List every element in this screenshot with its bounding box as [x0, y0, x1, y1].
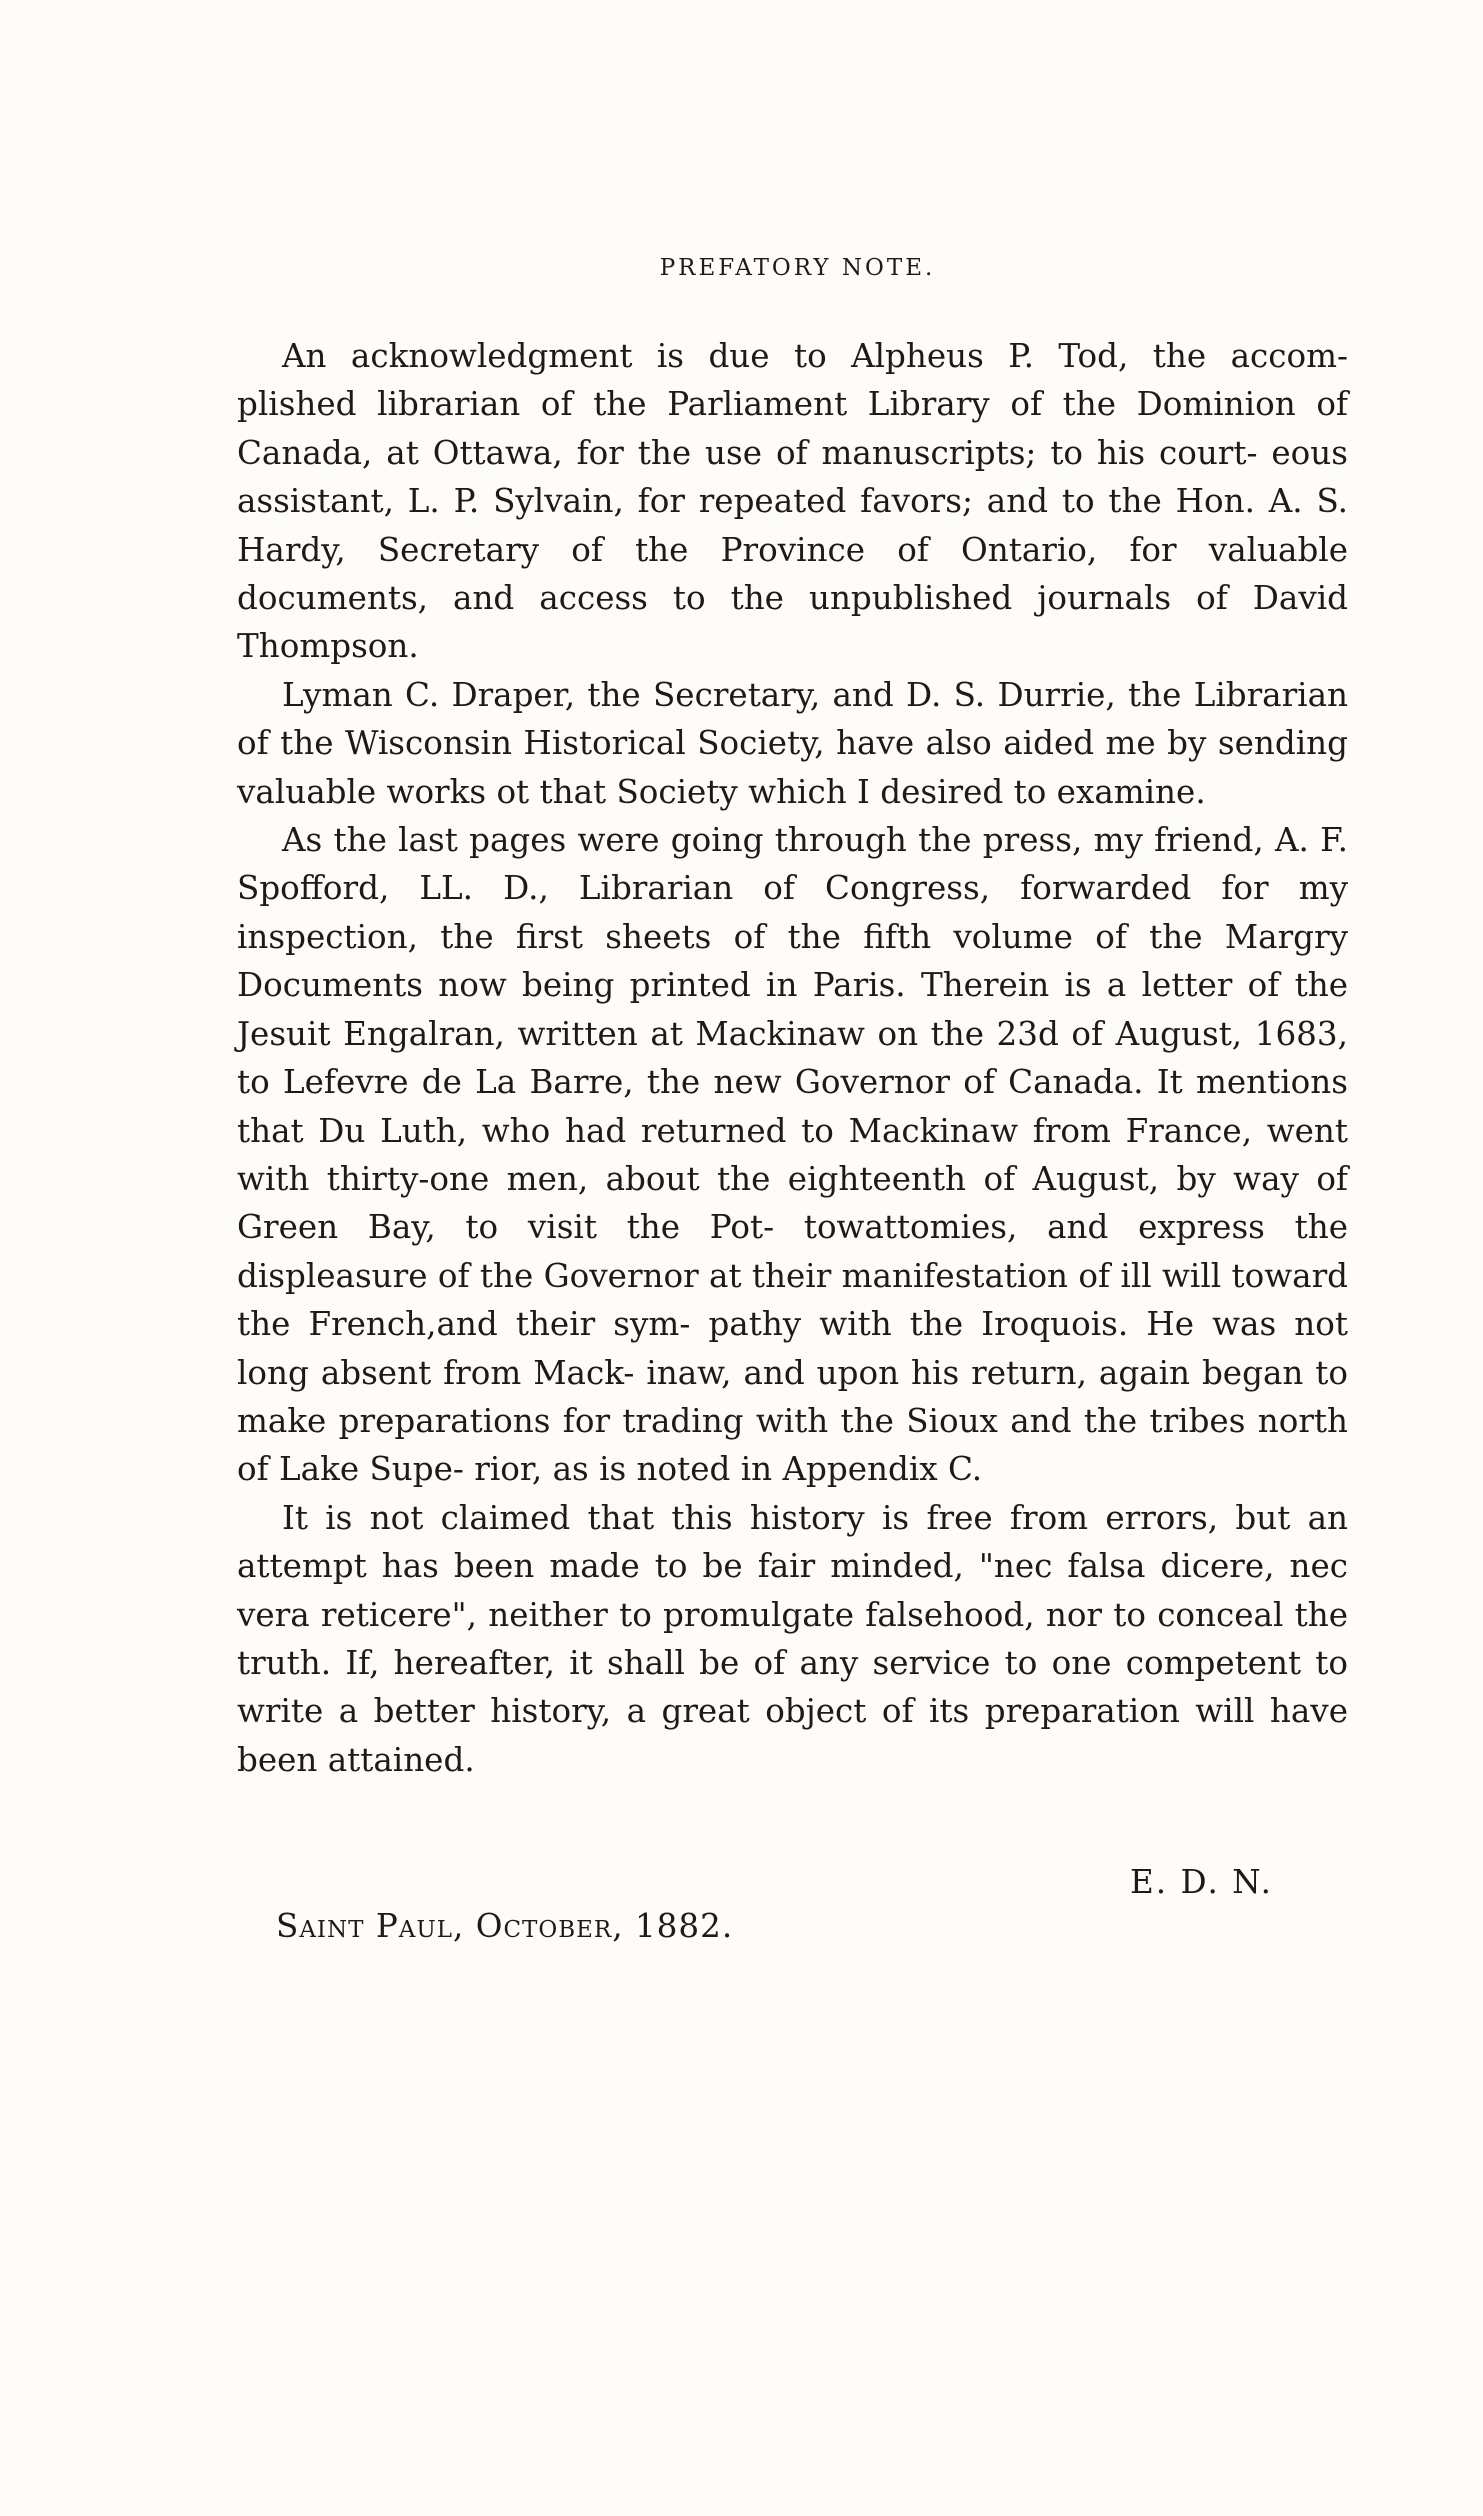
paragraph-draper: Lyman C. Draper, the Secretary, and D. S. Durrie, the Librarian of the Wisconsin Historical Society, have also aided me by sending valuable works ot that Society which I desired to examine. — [237, 675, 1348, 811]
author-initials: E. D. N. — [1130, 1863, 1273, 1901]
paragraph-disclaimer: It is not claimed that this history is free from errors, but an attempt has been made to be fair minded, "nec falsa dicere, nec vera reticere", neither to promulgate falsehood, nor to conceal the truth. If, hereafter, it shall be of any service to one competent to write a better history, a great object of its preparation will have been attained. — [237, 1498, 1348, 1779]
paragraph-acknowledgment: An acknowledgment is due to Alpheus P. Tod, the accom- plished librarian of the Parliament Library of the Dominion of Canada, at Ottawa, for the use of manuscripts; to his court- eous assistant, L. P. Sylvain, for repeated favors; and to the Hon. A. S. Hardy, Secretary of the Province of Ontario, for valuable documents, and access to the unpublished journals of David Thompson. — [237, 337, 1348, 666]
page-heading: PREFATORY NOTE. — [659, 255, 936, 281]
place-and-date: Saint Paul, October, 1882. — [276, 1907, 734, 1945]
paragraph-spofford: As the last pages were going through the press, my friend, A. F. Spofford, LL. D., Librarian of Congress, forwarded for my inspection, the first sheets of the fifth volume of the Margry Documents now being printed in Paris. Therein is a letter of the Jesuit Engalran, written at Mackinaw on the 23d of August, 1683, to Lefevre de La Barre, the new Governor of Canada. It mentions that Du Luth, who had returned to Mackinaw from France, went with thirty-one men, about the eighteenth of August, by way of Green Bay, to visit the Pot- towattomies, and express the displeasure of the Governor at their manifestation of ill will toward the French,and their sym- pathy with the Iroquois. He was not long absent from Mack- inaw, and upon his return, again began to make preparations for trading with the Sioux and the tribes north of Lake Supe- rior, as is noted in Appendix C. — [237, 821, 1348, 1489]
prefatory-note-body — [237, 332, 1348, 1784]
